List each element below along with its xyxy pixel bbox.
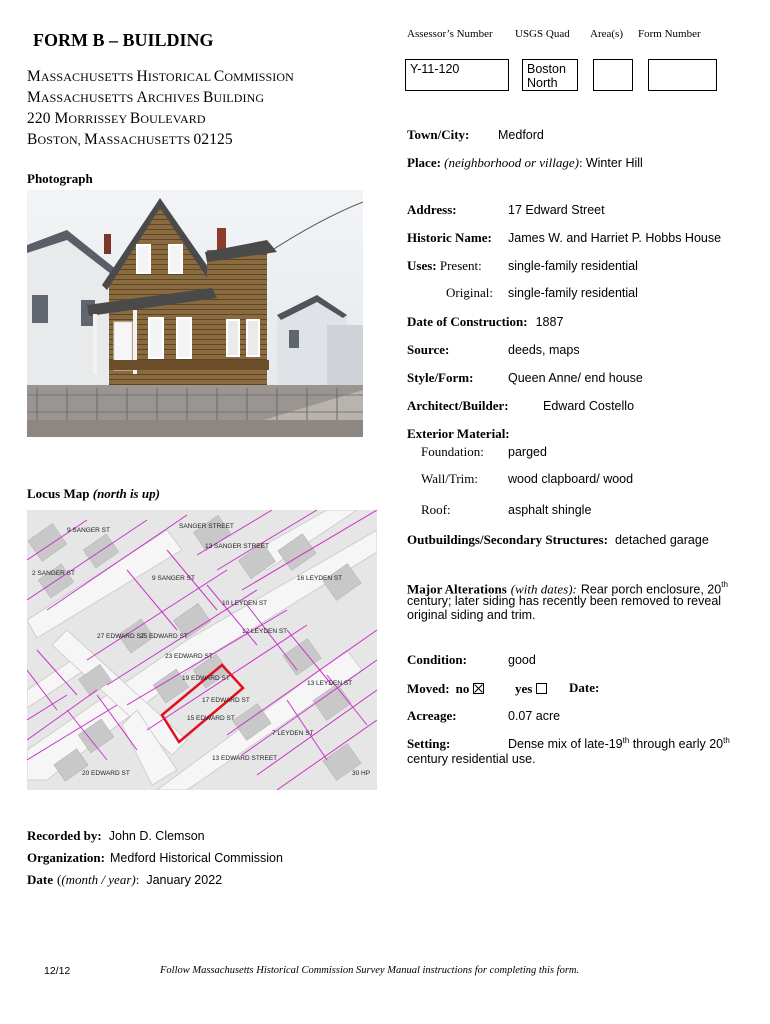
architect-label: Architect/Builder: [407,398,509,413]
areas-label: Area(s) [590,28,623,40]
commission-building: MASSACHUSETTS ARCHIVES BUILDING [27,89,265,106]
setting-value-line1: Dense mix of late-19th through early 20th [508,736,730,752]
exterior-material-label: Exterior Material: [407,426,510,441]
map-label: 19 EDWARD ST [182,675,230,682]
town-label: Town/City: [407,127,470,142]
outbuildings-row: Outbuildings/Secondary Structures: detached garage [407,532,709,547]
commission-name: MASSACHUSETTS HISTORICAL COMMISSION [27,68,294,85]
photograph-label: Photograph [27,171,93,186]
map-label: 20 EDWARD ST [82,770,130,777]
date-of-construction-value: 1887 [535,315,564,329]
locus-map-label-row: Locus Map (north is up) [27,486,160,501]
alterations-block: Major Alterations (with dates): Rear porch enclosure, 20th [407,580,728,597]
setting-label: Setting: [407,736,451,751]
acreage-value: 0.07 acre [508,709,561,723]
assessor-label: Assessor’s Number [407,28,493,40]
map-label: 9 SANGER ST [67,527,110,534]
building-photograph [27,190,363,437]
areas-field[interactable] [593,59,633,91]
original-use-value: single-family residential [508,286,638,300]
map-label: 15 EDWARD ST [187,715,235,722]
condition-value: good [508,653,536,667]
town-value: Medford [498,128,544,142]
address-value: 17 Edward Street [508,203,605,217]
form-title: FORM B – BUILDING [33,30,214,50]
original-use-label: Original: [446,285,493,300]
recorded-by-row: Recorded by: John D. Clemson [27,828,205,843]
foundation-label: Foundation: [421,444,484,459]
form-number-field[interactable] [648,59,717,91]
moved-yes-row: yes [515,680,547,698]
alterations-value-line3: original siding and trim. [407,608,536,622]
organization-value: Medford Historical Commission [110,851,283,865]
date-of-construction-row: Date of Construction: 1887 [407,314,564,329]
map-label: 13 LEYDEN ST [307,680,353,687]
record-date-row: Date ((month / year): January 2022 [27,872,223,887]
record-date-value: January 2022 [146,873,223,887]
map-label: 16 LEYDEN ST [297,575,343,582]
wall-trim-label: Wall/Trim: [421,471,478,486]
map-label: 7 LEYDEN ST [272,730,314,737]
uses-present-row: Uses: Present: [407,258,482,273]
moved-yes-checkbox[interactable] [536,683,547,694]
moved-row: Moved: no [407,680,484,698]
assessor-number-field[interactable] [405,59,509,91]
usgs-quad-value-2: North [527,76,558,90]
usgs-quad-field[interactable] [522,59,578,91]
alterations-value-line2: century; later siding has recently been removed to reveal [407,594,722,608]
style-value: Queen Anne/ end house [508,371,643,385]
source-label: Source: [407,342,450,357]
map-label: 30 HP [352,770,371,777]
map-label: 12 LEYDEN ST [242,628,288,635]
map-label: 13 EDWARD STREET [212,755,278,762]
commission-city: BOSTON, MASSACHUSETTS 02125 [27,131,233,148]
wall-trim-value: wood clapboard/ wood [508,472,634,486]
moved-no-checkbox[interactable] [473,683,484,694]
roof-value: asphalt shingle [508,503,592,517]
usgs-label: USGS Quad [515,28,570,40]
footer-instructions: Follow Massachusetts Historical Commission Survey Manual instructions for completing this form. [160,965,580,976]
roof-label: Roof: [421,502,451,517]
moved-date-label: Date: [569,680,600,695]
setting-value-line2: century residential use. [407,752,536,766]
recorded-by-value: John D. Clemson [108,829,205,843]
place-row: Place: (neighborhood or village): Winter Hill [407,155,643,170]
map-label: 23 EDWARD ST [165,653,213,660]
locus-map [27,510,377,790]
map-label: 2 SANGER ST [32,570,75,577]
map-label: 27 EDWARD ST [97,633,145,640]
place-value: Winter Hill [585,156,643,170]
outbuildings-value: detached garage [614,533,709,547]
organization-row: Organization: Medford Historical Commission [27,850,283,865]
historic-name-label: Historic Name: [407,230,492,245]
page-number: 12/12 [44,965,71,977]
foundation-value: parged [508,445,547,459]
map-label: 9 SANGER ST [152,575,195,582]
address-label: Address: [407,202,457,217]
map-label: 17 EDWARD ST [202,697,250,704]
map-label: 10 LEYDEN ST [222,600,268,607]
commission-street: 220 MORRISSEY BOULEVARD [27,110,206,127]
architect-value: Edward Costello [543,399,635,413]
usgs-quad-value-1: Boston [527,62,566,76]
source-value: deeds, maps [508,343,580,357]
map-label: SANGER STREET [179,523,234,530]
acreage-label: Acreage: [407,708,457,723]
map-label: 13 SANGER STREET [205,543,269,550]
historic-name-value: James W. and Harriet P. Hobbs House [508,231,722,245]
style-label: Style/Form: [407,370,474,385]
condition-label: Condition: [407,652,467,667]
form-number-label: Form Number [638,28,701,40]
present-use-value: single-family residential [508,259,638,273]
map-label: 25 EDWARD ST [140,633,188,640]
assessor-number-value: Y-11-120 [410,62,460,76]
